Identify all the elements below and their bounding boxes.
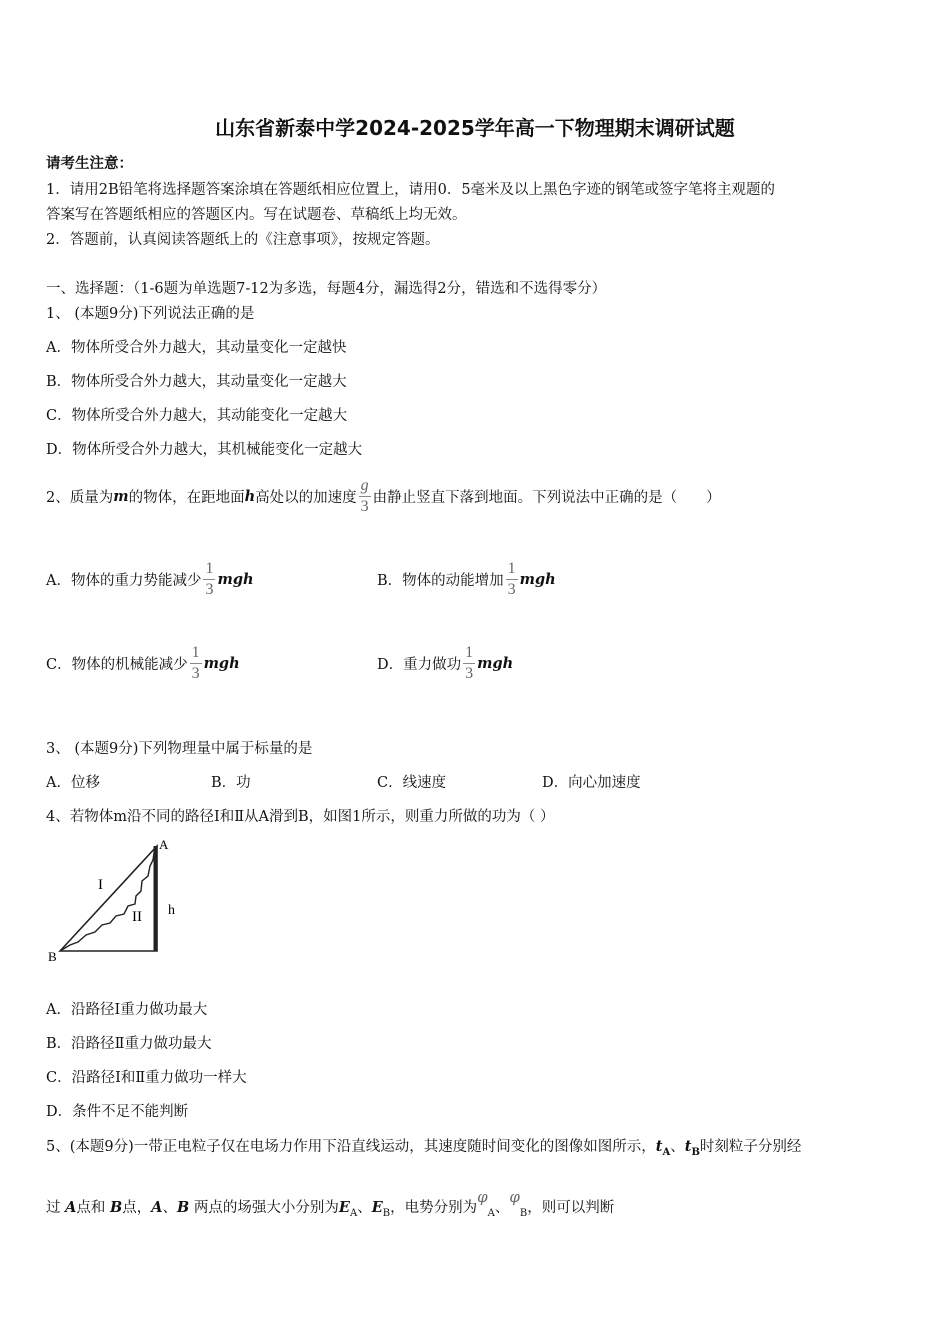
page-title: 山东省新泰中学2024-2025学年高一下物理期末调研试题 xyxy=(215,116,735,140)
q5-text: 点和 xyxy=(76,1200,106,1216)
var-mgh: mgh xyxy=(477,654,514,672)
q4-stem: 4、若物体m沿不同的路径Ⅰ和Ⅱ从A滑到B，如图1所示，则重力所做的功为（ ） xyxy=(46,809,555,825)
var-h: h xyxy=(244,487,256,505)
q3-option-b: B．功 xyxy=(211,775,251,791)
q3-option-c: C．线速度 xyxy=(377,775,447,791)
var-e: E xyxy=(338,1199,350,1216)
q1-option-a: A．物体所受合外力越大，其动量变化一定越快 xyxy=(46,340,347,356)
var-mgh: mgh xyxy=(217,570,254,588)
q2-stem-text: 高处以的加速度 xyxy=(255,489,357,506)
sub-a: A xyxy=(487,1207,495,1219)
q2-option-d-text: D．重力做功 xyxy=(377,656,462,673)
frac-num: 1 xyxy=(191,643,200,661)
q5-text: ，则可以判断 xyxy=(527,1200,615,1216)
var-mgh: mgh xyxy=(519,570,556,588)
frac-den: 3 xyxy=(191,664,200,682)
triangle-outline xyxy=(60,846,157,951)
fraction-one-third xyxy=(190,645,202,682)
var-e: E xyxy=(371,1199,383,1216)
frac-num: 1 xyxy=(507,559,516,577)
frac-num: 1 xyxy=(465,643,474,661)
fraction-g-over-3 xyxy=(359,478,371,515)
frac-num: 1 xyxy=(205,559,214,577)
frac-den: 3 xyxy=(465,664,474,682)
sub-a: A xyxy=(349,1207,358,1219)
q2-option-a-text: A．物体的重力势能减少 xyxy=(46,572,202,589)
sub-b: B xyxy=(691,1146,700,1158)
var-t: t xyxy=(655,1138,663,1155)
q4-option-c: C．沿路径Ⅰ和Ⅱ重力做功一样大 xyxy=(46,1070,247,1086)
q5-text: 5、(本题9分)一带正电粒子仅在电场力作用下沿直线运动，其速度随时间变化的图像如图所示， xyxy=(46,1139,656,1155)
sub-b: B xyxy=(382,1207,391,1219)
q3-option-d: D．向心加速度 xyxy=(542,775,641,791)
fraction-one-third xyxy=(203,561,215,598)
phi-symbol: φ xyxy=(509,1188,520,1206)
sub-b: B xyxy=(519,1207,528,1219)
fraction-one-third xyxy=(506,561,518,598)
sep: 、 xyxy=(670,1139,685,1155)
fig-label-a: A xyxy=(159,837,169,852)
q4-option-d: D．条件不足不能判断 xyxy=(46,1104,189,1120)
var-m: m xyxy=(113,487,129,505)
point-a: A xyxy=(151,1199,163,1216)
q1-option-b: B．物体所受合外力越大，其动量变化一定越大 xyxy=(46,374,347,390)
point-a: A xyxy=(65,1199,77,1216)
sep: 、 xyxy=(162,1200,178,1216)
q5-text: 点， xyxy=(122,1200,152,1216)
sep: 、 xyxy=(494,1200,510,1216)
fig-label-path-ii: II xyxy=(132,909,142,925)
q5-text: 两点的场强大小分别为 xyxy=(193,1200,339,1216)
q2-option-b xyxy=(377,556,556,602)
fig-label-path-i: I xyxy=(98,877,103,893)
sub-a: A xyxy=(662,1146,671,1158)
q4-option-b: B．沿路径Ⅱ重力做功最大 xyxy=(46,1036,212,1052)
q2-option-b-text: B．物体的动能增加 xyxy=(377,572,504,589)
fig-label-h: h xyxy=(168,903,175,918)
notice-line-1a: 1．请用2B铅笔将选择题答案涂填在答题纸相应位置上，请用0．5毫米及以上黑色字迹的钢笔或签字笔将主观题的 xyxy=(46,182,776,198)
q2-option-c-text: C．物体的机械能减少 xyxy=(46,656,188,673)
fraction-one-third xyxy=(463,645,475,682)
q1-stem: 1、 (本题9分)下列说法正确的是 xyxy=(46,306,255,322)
notice-line-1b: 答案写在答题纸相应的答题区内。写在试题卷、草稿纸上均无效。 xyxy=(46,207,467,223)
notice-heading: 请考生注意： xyxy=(46,155,133,172)
point-b: B xyxy=(109,1199,123,1216)
q2-option-c xyxy=(46,640,240,686)
phi-symbol: φ xyxy=(477,1188,488,1206)
q4-figure xyxy=(40,834,190,968)
q5-line-1 xyxy=(46,1135,801,1158)
sep: 、 xyxy=(357,1200,372,1216)
q5-text: 过 xyxy=(46,1200,61,1216)
q2-stem-text: 由静止竖直下落到地面。下列说法中正确的是（ ） xyxy=(372,489,721,506)
q3-option-a: A．位移 xyxy=(46,775,100,791)
q2-stem-text: 的物体，在距地面 xyxy=(128,489,245,506)
q2-option-a xyxy=(46,556,254,602)
q5-line-2 xyxy=(46,1188,615,1219)
point-b: B xyxy=(177,1199,190,1216)
q1-option-d: D．物体所受合外力越大，其机械能变化一定越大 xyxy=(46,442,363,458)
q2-stem xyxy=(46,474,721,518)
frac-den: 3 xyxy=(507,580,516,598)
var-mgh: mgh xyxy=(203,654,240,672)
q4-option-a: A．沿路径Ⅰ重力做功最大 xyxy=(46,1002,208,1018)
q2-option-d xyxy=(377,640,513,686)
notice-line-2: 2．答题前，认真阅读答题纸上的《注意事项》，按规定答题。 xyxy=(46,232,440,248)
q1-option-c: C．物体所受合外力越大，其动能变化一定越大 xyxy=(46,408,348,424)
q5-text: ，电势分别为 xyxy=(390,1200,478,1216)
section-heading: 一、选择题：（1-6题为单选题7-12为多选，每题4分，漏选得2分，错选和不选得零分） xyxy=(46,281,607,297)
frac-den: 3 xyxy=(205,580,214,598)
var-t: t xyxy=(684,1138,692,1155)
frac-num: g xyxy=(360,476,369,494)
q5-text: 时刻粒子分别经 xyxy=(699,1139,802,1155)
q2-stem-text: 2、质量为 xyxy=(46,489,114,506)
q3-stem: 3、 (本题9分)下列物理量中属于标量的是 xyxy=(46,741,313,757)
fig-label-b: B xyxy=(48,949,57,964)
frac-den: 3 xyxy=(360,497,369,515)
